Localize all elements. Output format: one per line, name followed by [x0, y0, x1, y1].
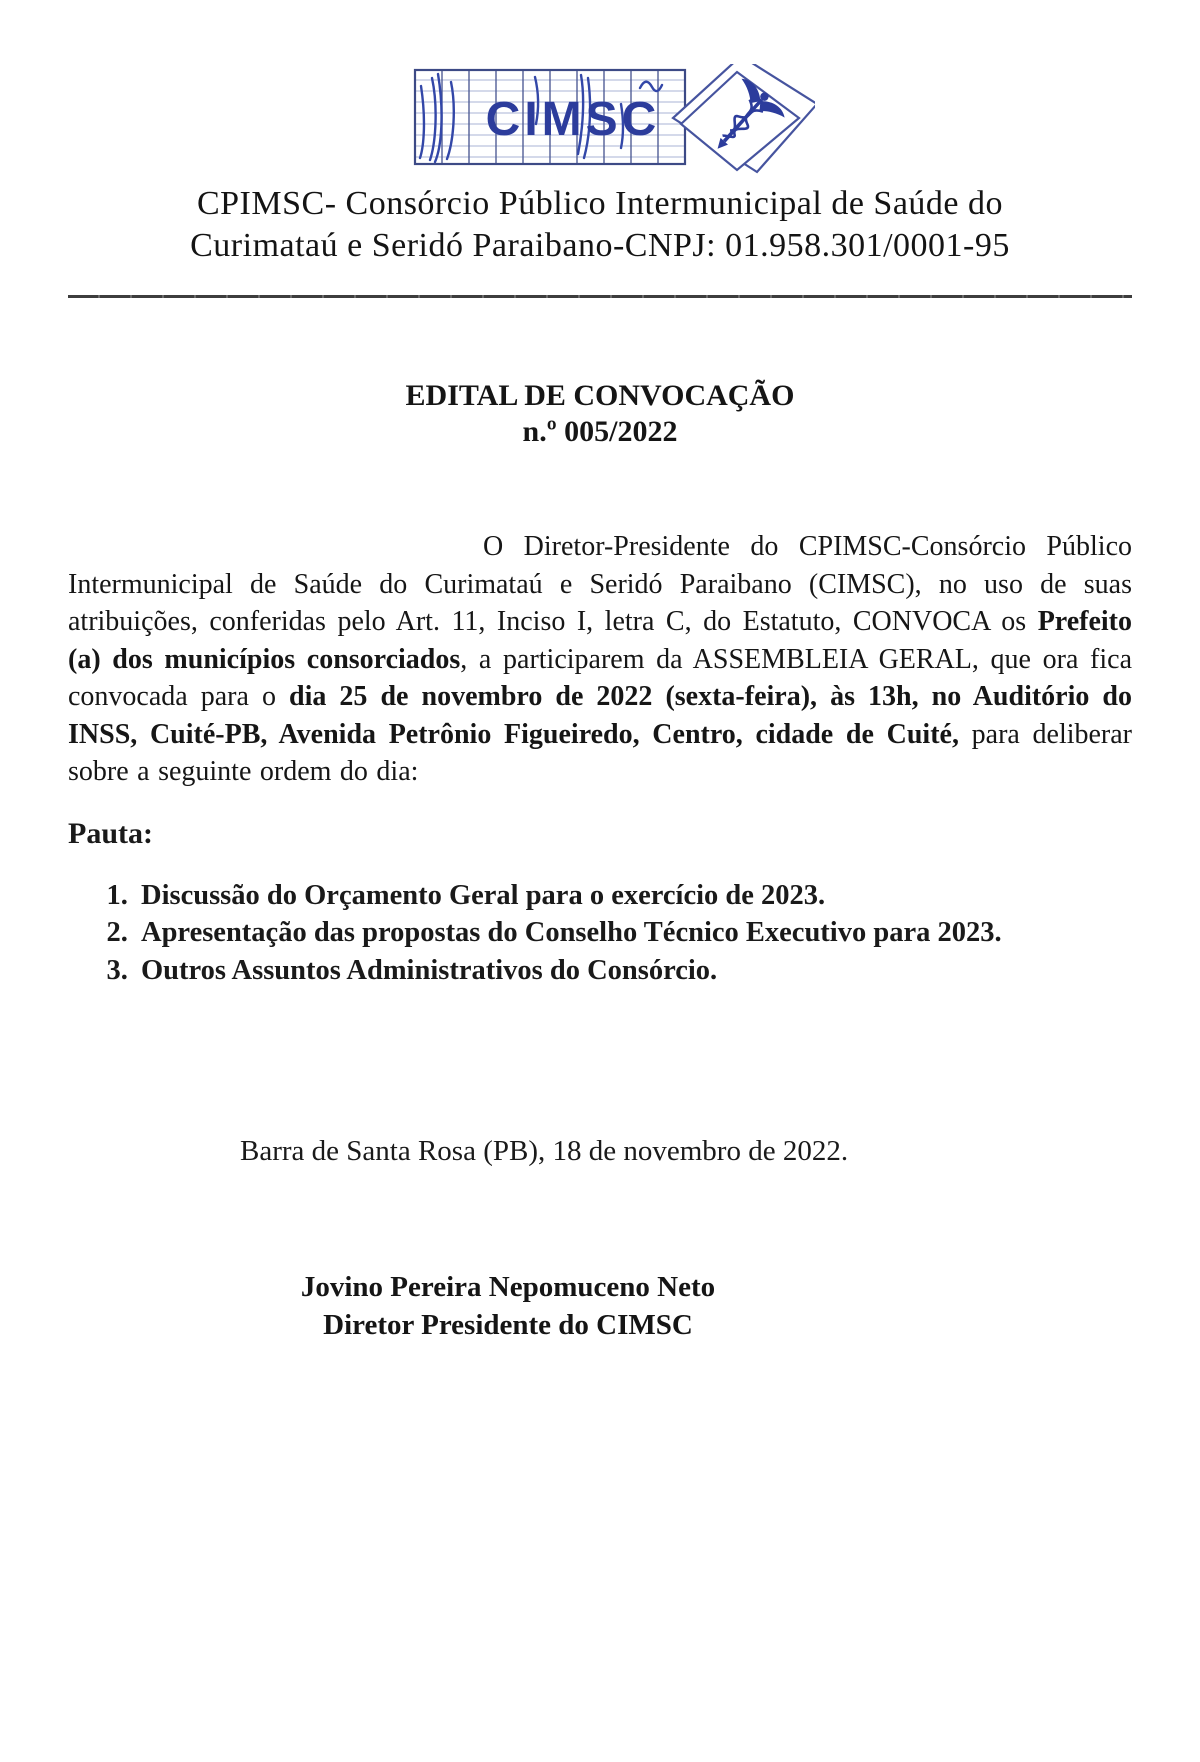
cimsc-logo-graphic — [385, 64, 815, 174]
agenda-item-3: 3. Outros Assuntos Administrativos do Consórcio. — [135, 952, 1132, 990]
agenda-item-1: 1. Discussão do Orçamento Geral para o exercício de 2023. — [135, 877, 1132, 915]
paragraph-text: , a participarem da ASSEMBLEIA GERAL, que ora fica convocada para o — [68, 643, 1132, 712]
paragraph-text: para deliberar sobre a seguinte ordem do dia: — [68, 718, 1133, 787]
paragraph-bold-date-place: dia 25 de novembro de 2022 (sexta-feira), às 13h, no Auditório do INSS, Cuité-PB, Avenida Petrônio Figueiredo, Centro, cidade de Cuité, — [68, 681, 1133, 750]
convocation-paragraph — [68, 528, 1132, 791]
agenda-list — [68, 877, 1132, 990]
doc-number: n.º 005/2022 — [522, 415, 678, 448]
org-header — [68, 183, 1132, 267]
document-page — [0, 64, 1200, 1762]
doc-title-block — [68, 378, 1132, 450]
place-date-line: Barra de Santa Rosa (PB), 18 de novembro de 2022. — [240, 1135, 849, 1167]
signatory-role: Diretor Presidente do CIMSC — [323, 1309, 693, 1341]
agenda-label: Pauta: — [68, 816, 153, 850]
paragraph-text: O Diretor-Presidente do CPIMSC-Consórcio Público Intermunicipal de Saúde do Curimataú e Seridó Paraibano (CIMSC), no uso de suas atribuições, conferidas pelo Art. 11, Inciso I, letra C, do Estatuto, CONVOCA os — [68, 531, 1132, 637]
signatory-name: Jovino Pereira Nepomuceno Neto — [300, 1271, 716, 1303]
doc-title: EDITAL DE CONVOCAÇÃO — [405, 379, 795, 412]
header-divider — [68, 295, 1132, 298]
signature-block — [68, 1268, 948, 1344]
org-name-line1: CPIMSC- Consórcio Público Intermunicipal de Saúde do — [196, 185, 1004, 222]
logo-acronym: CIMSC — [485, 93, 661, 146]
org-name-line2: Curimataú e Seridó Paraibano-CNPJ: 01.958.301/0001-95 — [190, 227, 1010, 264]
agenda-item-2: 2. Apresentação das propostas do Conselho Técnico Executivo para 2023. — [135, 914, 1132, 952]
paragraph-bold-consorciados: Prefeito (a) dos municípios consorciados — [68, 606, 1132, 675]
cimsc-logo — [385, 64, 815, 179]
